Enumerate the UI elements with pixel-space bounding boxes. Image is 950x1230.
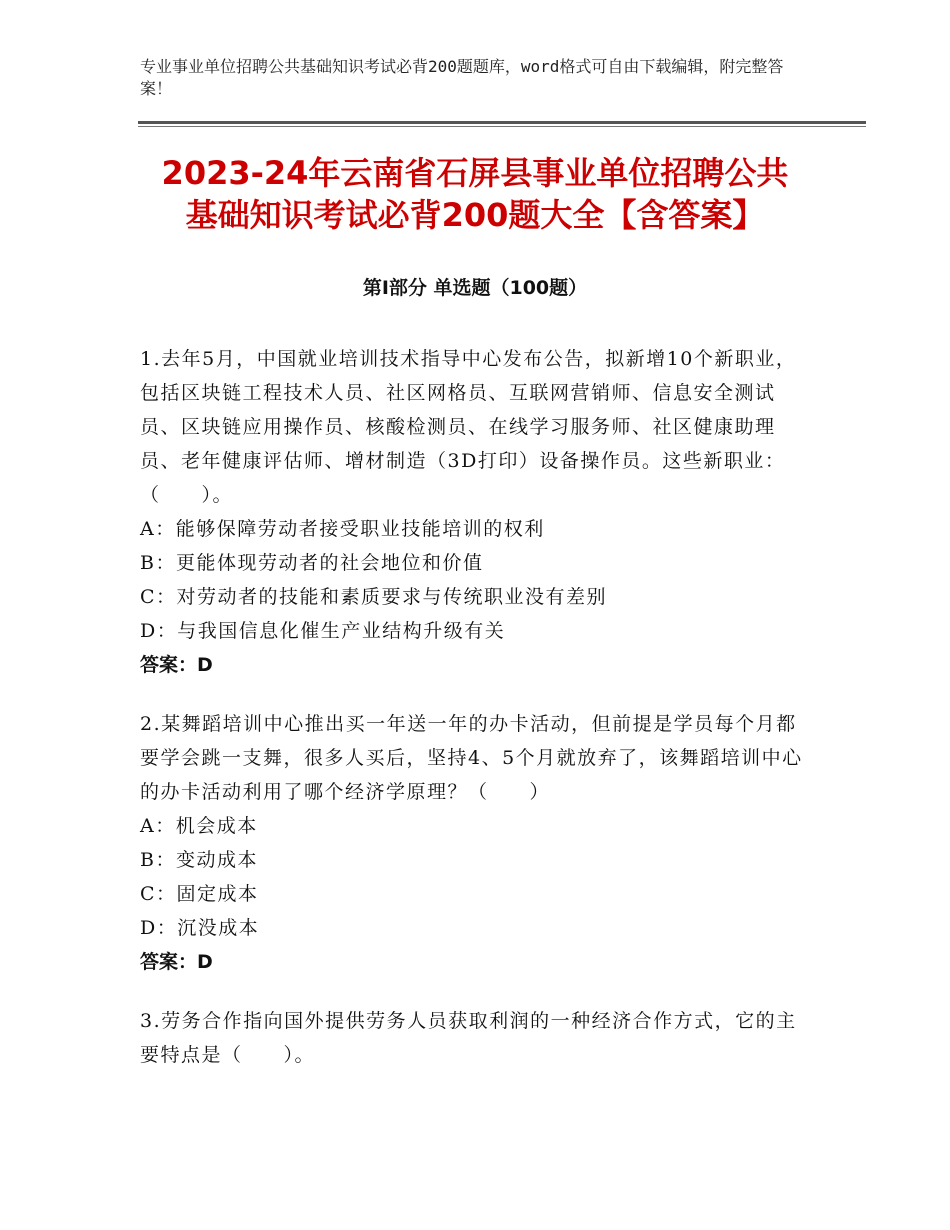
title-line-1: 2023-24年云南省石屏县事业单位招聘公共 bbox=[161, 154, 789, 192]
option-c: C：固定成本 bbox=[140, 883, 259, 905]
question-1 bbox=[140, 342, 810, 682]
option-d: D：沉没成本 bbox=[140, 917, 260, 939]
option-b: B：更能体现劳动者的社会地位和价值 bbox=[140, 552, 484, 574]
answer-line: 答案：D bbox=[140, 951, 213, 973]
option-d: D：与我国信息化催生产业结构升级有关 bbox=[140, 620, 506, 642]
question-list bbox=[140, 342, 810, 1097]
option-a: A：能够保障劳动者接受职业技能培训的权利 bbox=[140, 518, 545, 540]
question-3 bbox=[140, 1004, 810, 1072]
section-heading: 第Ⅰ部分 单选题（100题） bbox=[362, 277, 588, 299]
header-divider-thin bbox=[138, 126, 866, 127]
answer-line: 答案：D bbox=[140, 654, 213, 676]
header-divider-thick bbox=[138, 121, 866, 124]
title-line-2: 基础知识考试必背200题大全【含答案】 bbox=[185, 196, 765, 234]
option-b: B：变动成本 bbox=[140, 849, 258, 871]
document-title bbox=[130, 152, 820, 236]
question-stem: 3.劳务合作指向国外提供劳务人员获取利润的一种经济合作方式，它的主要特点是（ ）。 bbox=[140, 1010, 797, 1066]
option-c: C：对劳动者的技能和素质要求与传统职业没有差别 bbox=[140, 586, 608, 608]
header-note: 专业事业单位招聘公共基础知识考试必背200题题库，word格式可自由下载编辑，附完整答案！ bbox=[140, 57, 784, 98]
option-a: A：机会成本 bbox=[140, 815, 258, 837]
question-stem: 1.去年5月，中国就业培训技术指导中心发布公告，拟新增10个新职业，包括区块链工程技术人员、社区网格员、互联网营销师、信息安全测试员、区块链应用操作员、核酸检测员、在线学习服务师、社区健康助理员、老年健康评估师、增材制造（3D打印）设备操作员。这些新职业：（ ）。 bbox=[140, 348, 797, 506]
question-stem: 2.某舞蹈培训中心推出买一年送一年的办卡活动，但前提是学员每个月都要学会跳一支舞，很多人买后，坚持4、5个月就放弃了，该舞蹈培训中心的办卡活动利用了哪个经济学原理？（ ） bbox=[140, 713, 803, 803]
question-2 bbox=[140, 707, 810, 979]
